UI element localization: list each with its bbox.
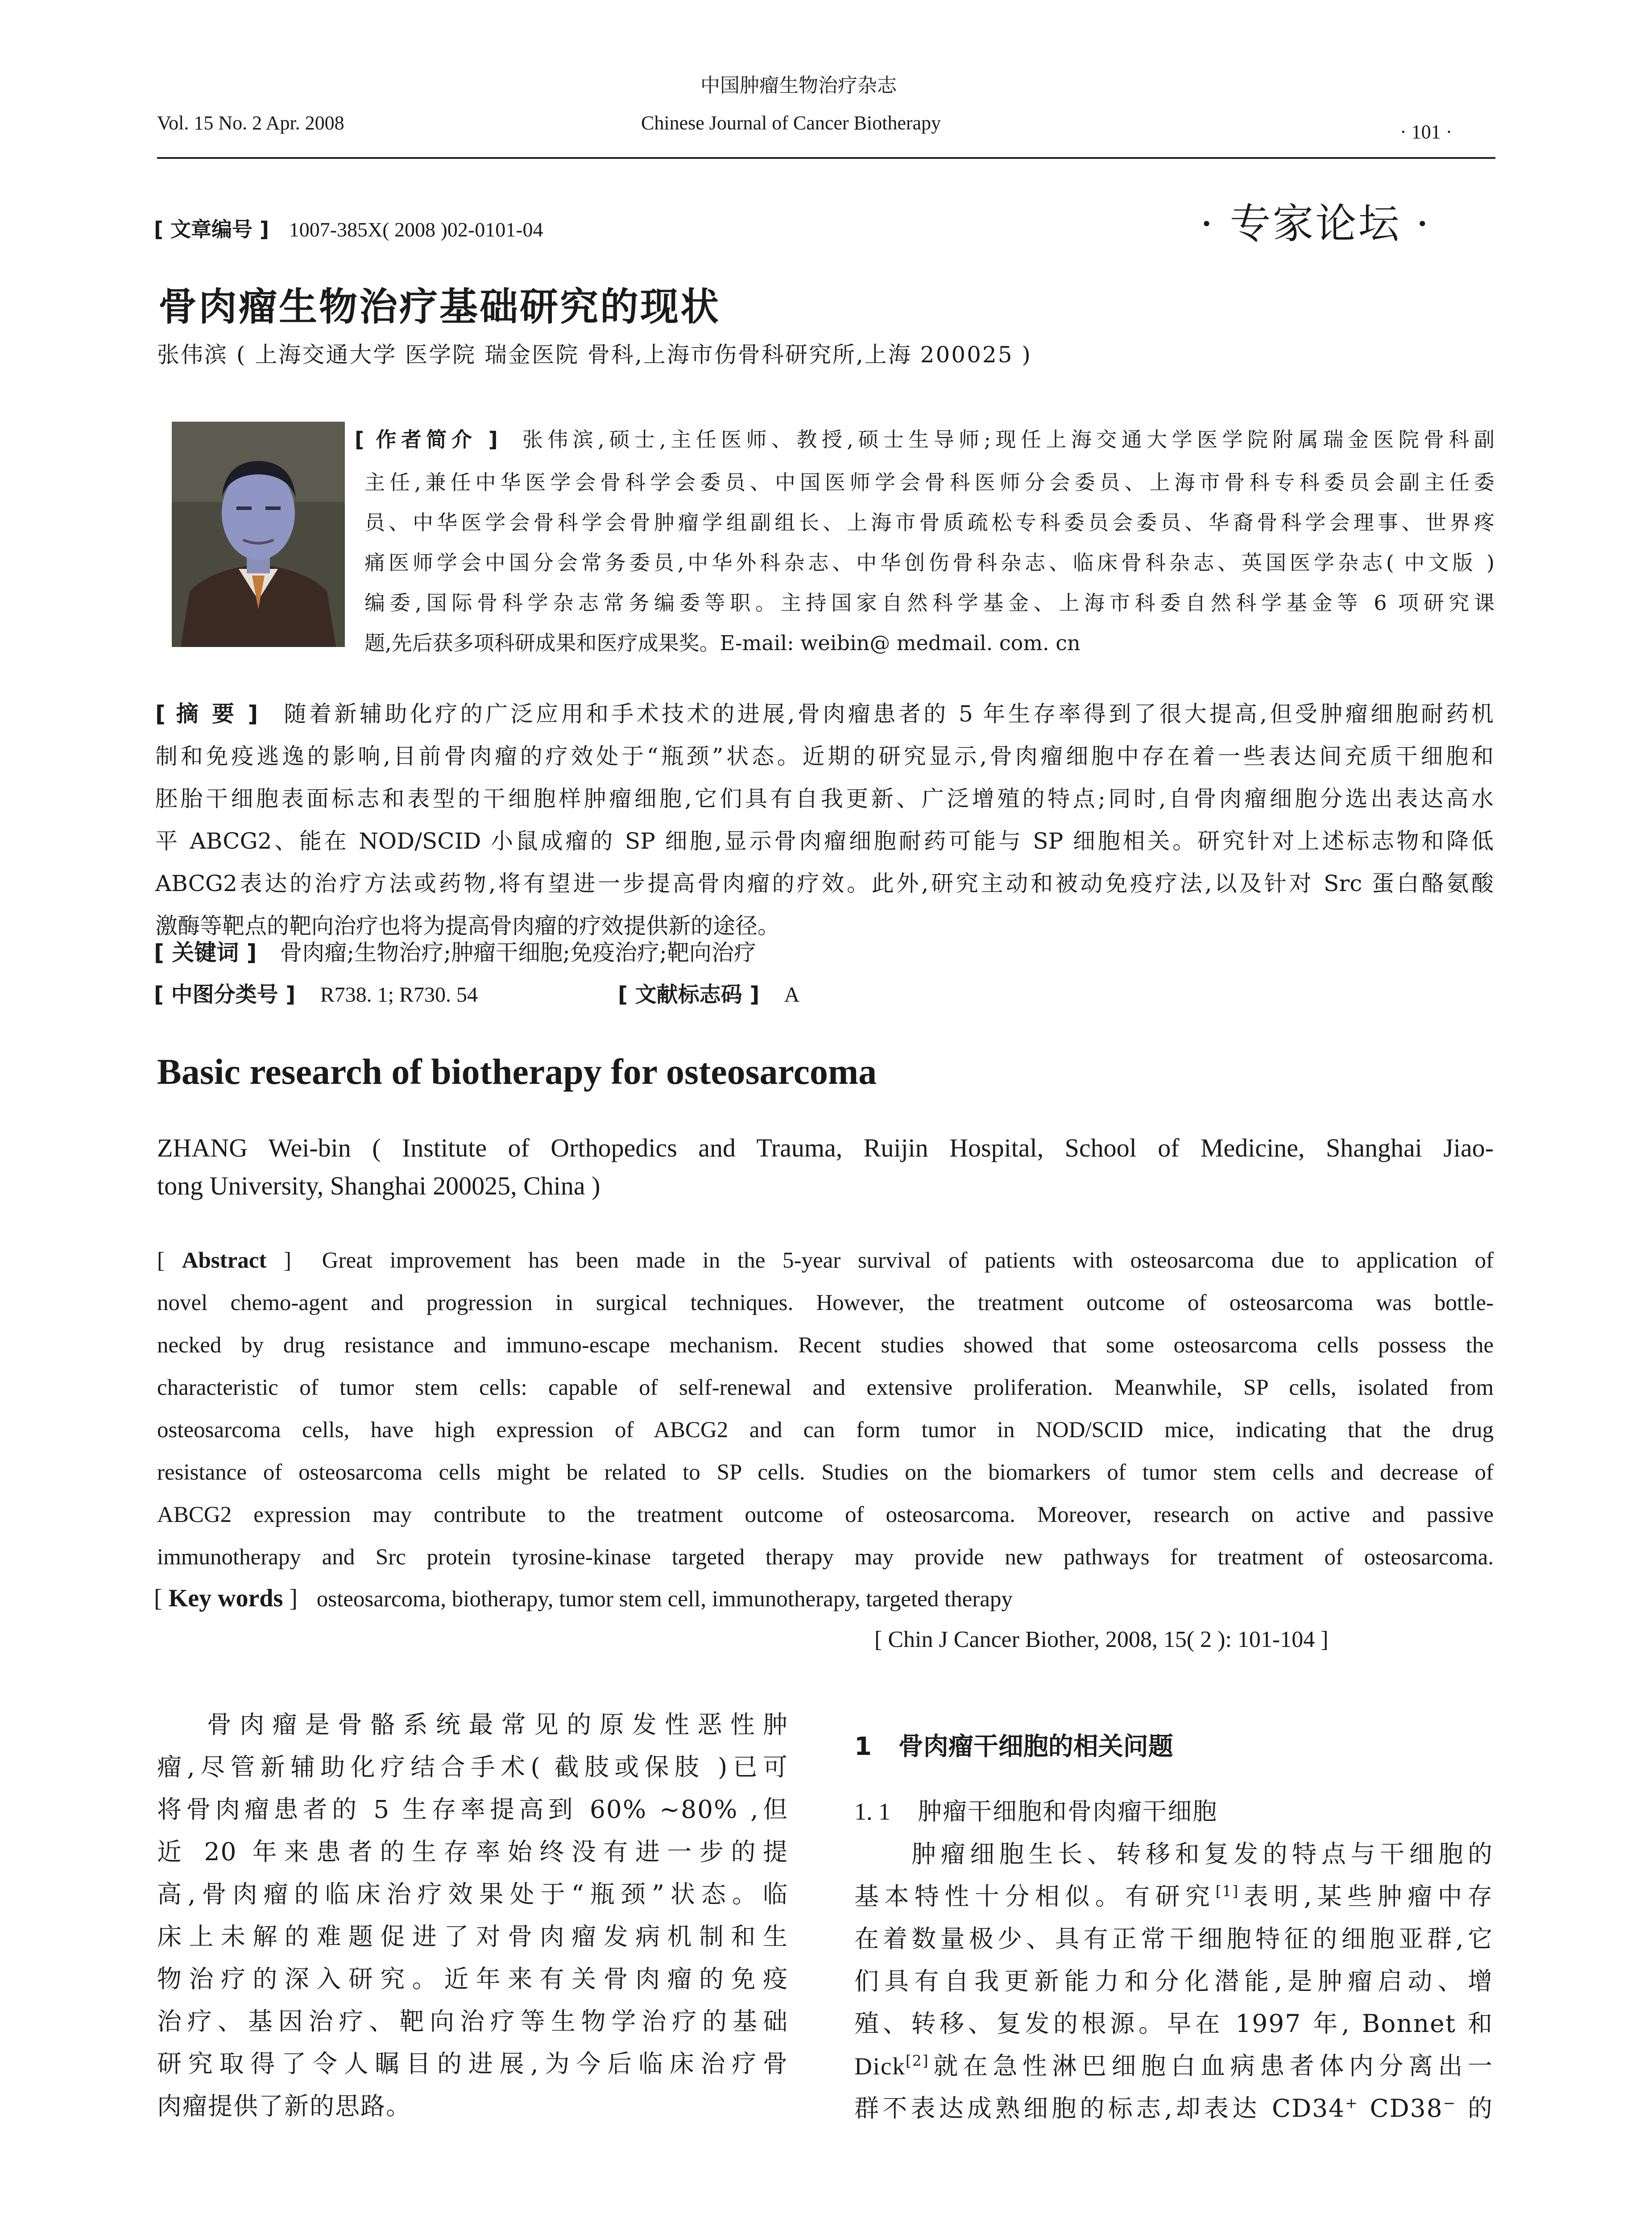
clc-code bbox=[154, 977, 478, 1008]
keywords-en-value: osteosarcoma, biotherapy, tumor stem cell, immunotherapy, targeted therapy bbox=[316, 1587, 1013, 1612]
abstract-en-bracket-open: [ bbox=[157, 1248, 182, 1273]
abstract-en-line: ABCG2 expression may contribute to the treatment outcome of osteosarcoma. Moreover, research on active and passive bbox=[157, 1502, 1494, 1527]
journal-title-en: Chinese Journal of Cancer Biotherapy bbox=[641, 112, 941, 134]
body-line bbox=[854, 2093, 1493, 2135]
author-portrait-icon bbox=[172, 422, 345, 647]
body-text: Dick bbox=[854, 2053, 906, 2080]
abstract-cn-line: 平 ABCG2、能在 NOD/SCID 小鼠成瘤的 SP 细胞,显示骨肉瘤细胞耐药可能与 SP 细胞相关。研究针对上述标志物和降低 bbox=[155, 828, 1494, 854]
section-1-heading bbox=[854, 1727, 1173, 1762]
abstract-en-bracket-close: ] bbox=[266, 1248, 292, 1273]
article-number-value: 1007-385X( 2008 )02-0101-04 bbox=[289, 218, 543, 241]
author-en bbox=[157, 1132, 1494, 1208]
column-tag: · 专家论坛 · bbox=[1200, 200, 1431, 248]
abstract-en-line: necked by drug resistance and immuno-escape mechanism. Recent studies showed that some osteosarcoma cells possess the bbox=[157, 1333, 1494, 1358]
body-text: 表明,某些肿瘤中存 bbox=[1239, 1882, 1493, 1911]
doc-code-label: [ 文献标志码 ] bbox=[618, 982, 760, 1007]
abstract-cn-line: ABCG2表达的治疗方法或药物,将有望进一步提高骨肉瘤的疗效。此外,研究主动和被动免疫疗法,以及针对 Src 蛋白酪氨酸 bbox=[155, 871, 1494, 896]
title-en: Basic research of biotherapy for osteosarcoma bbox=[157, 1051, 877, 1092]
body-line: 肿瘤细胞生长、转移和复发的特点与干细胞的 bbox=[911, 1840, 1493, 1868]
doc-code-value: A bbox=[784, 983, 800, 1007]
abstract-en-line: osteosarcoma cells, have high expression of ABCG2 and can form tumor in NOD/SCID mice, indicating that the drug bbox=[157, 1418, 1494, 1443]
body-line: 高,骨肉瘤的临床治疗效果处于“瓶颈”状态。临 bbox=[157, 1880, 788, 1908]
abstract-cn-line: 制和免疫逃逸的影响,目前骨肉瘤的疗效处于“瓶颈”状态。近期的研究显示,骨肉瘤细胞中存在着一些表达间充质干细胞和 bbox=[155, 743, 1494, 769]
body-line: 骨肉瘤是骨骼系统最常见的原发性恶性肿 bbox=[207, 1710, 788, 1739]
article-number bbox=[154, 213, 543, 243]
body-text: 群不表达成熟细胞的标志,却表达 CD34 bbox=[854, 2094, 1346, 2123]
abstract-en bbox=[157, 1245, 1494, 1584]
author-intro-label: [ 作者简介 ] bbox=[355, 427, 498, 452]
keywords-cn bbox=[154, 935, 756, 967]
abstract-en-line: resistance of osteosarcoma cells might be related to SP cells. Studies on the biomarkers of tumor stem cells and decrease of bbox=[157, 1460, 1494, 1485]
section-1-title: 骨肉瘤干细胞的相关问题 bbox=[898, 1732, 1173, 1761]
abstract-en-line: characteristic of tumor stem cells: capable of self-renewal and extensive proliferation. Meanwhile, SP cells, isolated from bbox=[157, 1375, 1494, 1400]
body-text: 的 bbox=[1456, 2094, 1494, 2123]
author-en-line: tong University, Shanghai 200025, China ) bbox=[157, 1171, 600, 1200]
citation-ref-2: [2] bbox=[905, 2052, 929, 2069]
body-line: 肉瘤提供了新的思路。 bbox=[157, 2092, 412, 2120]
section-1-number: 1 bbox=[854, 1732, 872, 1761]
author-intro-line: 员、中华医学会骨科学会骨肿瘤学组副组长、上海市骨质疏松专科委员会委员、华裔骨科学会理事、世界疼 bbox=[364, 510, 1495, 535]
body-line: 治疗、基因治疗、靶向治疗等生物学治疗的基础 bbox=[157, 2007, 788, 2036]
superscript-plus: + bbox=[1345, 2094, 1358, 2112]
section-1-1-heading bbox=[854, 1792, 1217, 1827]
section-1-1-title: 肿瘤干细胞和骨肉瘤干细胞 bbox=[918, 1797, 1218, 1825]
abstract-cn-line: 胚胎干细胞表面标志和表型的干细胞样肿瘤细胞,它们具有自我更新、广泛增殖的特点;同时,自骨肉瘤细胞分选出表达高水 bbox=[155, 786, 1494, 812]
body-line: 床上未解的难题促进了对骨肉瘤发病机制和生 bbox=[157, 1922, 788, 1951]
superscript-minus: − bbox=[1443, 2094, 1457, 2112]
author-photo bbox=[172, 422, 345, 647]
body-line: 瘤,尽管新辅助化疗结合手术( 截肢或保肢 )已可 bbox=[157, 1753, 788, 1781]
header-rule bbox=[157, 157, 1495, 159]
keywords-cn-label: [ 关键词 ] bbox=[154, 940, 257, 966]
page-number: · 101 · bbox=[1400, 121, 1453, 143]
author-intro bbox=[355, 424, 1495, 668]
author-cn: 张伟滨 ( 上海交通大学 医学院 瑞金医院 骨科,上海市伤骨科研究所,上海 200025 ) bbox=[157, 342, 1032, 368]
abstract-en-line: novel chemo-agent and progression in surgical techniques. However, the treatment outcome of osteosarcoma was bottle- bbox=[157, 1290, 1494, 1315]
body-left-column bbox=[157, 1709, 788, 2133]
abstract-cn-line: 激酶等靶点的靶向治疗也将为提高骨肉瘤的疗效提供新的途径。 bbox=[155, 913, 780, 939]
abstract-en-label: Abstract bbox=[182, 1248, 267, 1273]
body-line: 研究取得了令人瞩目的进展,为今后临床治疗骨 bbox=[157, 2049, 788, 2078]
body-line: 在着数量极少、具有正常干细胞特征的细胞亚群,它 bbox=[854, 1924, 1493, 1953]
abstract-en-line: Great improvement has been made in the 5-year survival of patients with osteosarcoma due to application of bbox=[322, 1248, 1494, 1273]
body-text: CD38 bbox=[1358, 2094, 1443, 2123]
author-intro-line: 编委,国际骨科学杂志常务编委等职。主持国家自然科学基金、上海市科委自然科学基金等 6 项研究课 bbox=[364, 591, 1495, 615]
document-code bbox=[618, 977, 799, 1008]
body-text: 基本特性十分相似。有研究 bbox=[854, 1882, 1216, 1911]
article-number-label: [ 文章编号 ] bbox=[154, 217, 269, 241]
body-line: 近 20 年来患者的生存率始终没有进一步的提 bbox=[157, 1837, 788, 1866]
volume-info: Vol. 15 No. 2 Apr. 2008 bbox=[157, 112, 344, 134]
author-intro-line: 痛医师学会中国分会常务委员,中华外科杂志、中华创伤骨科杂志、临床骨科杂志、英国医学杂志( 中文版 ) bbox=[364, 551, 1495, 575]
citation-ref-1: [1] bbox=[1215, 1882, 1239, 1900]
abstract-en-line: immunotherapy and Src protein tyrosine-kinase targeted therapy may provide new pathways for treatment of osteosarcoma. bbox=[157, 1545, 1494, 1570]
body-line: 将骨肉瘤患者的 5 生存率提高到 60% ~80% ,但 bbox=[157, 1795, 788, 1824]
journal-title-cn: 中国肿瘤生物治疗杂志 bbox=[700, 74, 897, 97]
title-cn: 骨肉瘤生物治疗基础研究的现状 bbox=[158, 285, 720, 329]
body-right-column bbox=[854, 1838, 1493, 2135]
body-line: 们具有自我更新能力和分化潜能,是肿瘤启动、增 bbox=[854, 1967, 1493, 1995]
keywords-cn-value: 骨肉瘤;生物治疗;肿瘤干细胞;免疫治疗;靶向治疗 bbox=[280, 940, 756, 966]
section-1-1-number: 1. 1 bbox=[854, 1798, 890, 1825]
abstract-cn-label: [ 摘 要 ] bbox=[155, 701, 258, 727]
body-line bbox=[854, 2050, 1493, 2093]
abstract-cn-line: 随着新辅助化疗的广泛应用和手术技术的进展,骨肉瘤患者的 5 年生存率得到了很大提高,但受肿瘤细胞耐药机 bbox=[284, 701, 1494, 727]
body-text: 就在急性淋巴细胞白血病患者体内分离出一 bbox=[929, 2052, 1493, 2080]
body-line bbox=[854, 1881, 1493, 1923]
author-intro-line: 题,先后获多项科研成果和医疗成果奖。E-mail: weibin@ medmail. com. cn bbox=[364, 631, 1081, 655]
clc-label: [ 中图分类号 ] bbox=[154, 982, 296, 1007]
body-line: 殖、转移、复发的根源。早在 1997 年, Bonnet 和 bbox=[854, 2009, 1493, 2038]
author-en-line: ZHANG Wei-bin ( Institute of Orthopedics and Trauma, Ruijin Hospital, School of Medicine, Shanghai Jiao- bbox=[157, 1133, 1494, 1162]
abstract-cn bbox=[155, 698, 1494, 953]
body-line: 物治疗的深入研究。近年来有关骨肉瘤的免疫 bbox=[157, 1965, 788, 1993]
clc-value: R738. 1; R730. 54 bbox=[320, 983, 478, 1007]
keywords-en-label: Key words bbox=[168, 1584, 283, 1612]
keywords-en: [ Key words ] osteosarcoma, biotherapy, tumor stem cell, immunotherapy, targeted therapy bbox=[154, 1584, 1013, 1612]
citation: [ Chin J Cancer Biother, 2008, 15( 2 ): 101-104 ] bbox=[874, 1627, 1329, 1652]
author-intro-line: 张伟滨,硕士,主任医师、教授,硕士生导师;现任上海交通大学医学院附属瑞金医院骨科副 bbox=[522, 427, 1495, 452]
author-intro-line: 主任,兼任中华医学会骨科学会委员、中国医师学会骨科医师分会委员、上海市骨科专科委员会副主任委 bbox=[364, 470, 1495, 494]
